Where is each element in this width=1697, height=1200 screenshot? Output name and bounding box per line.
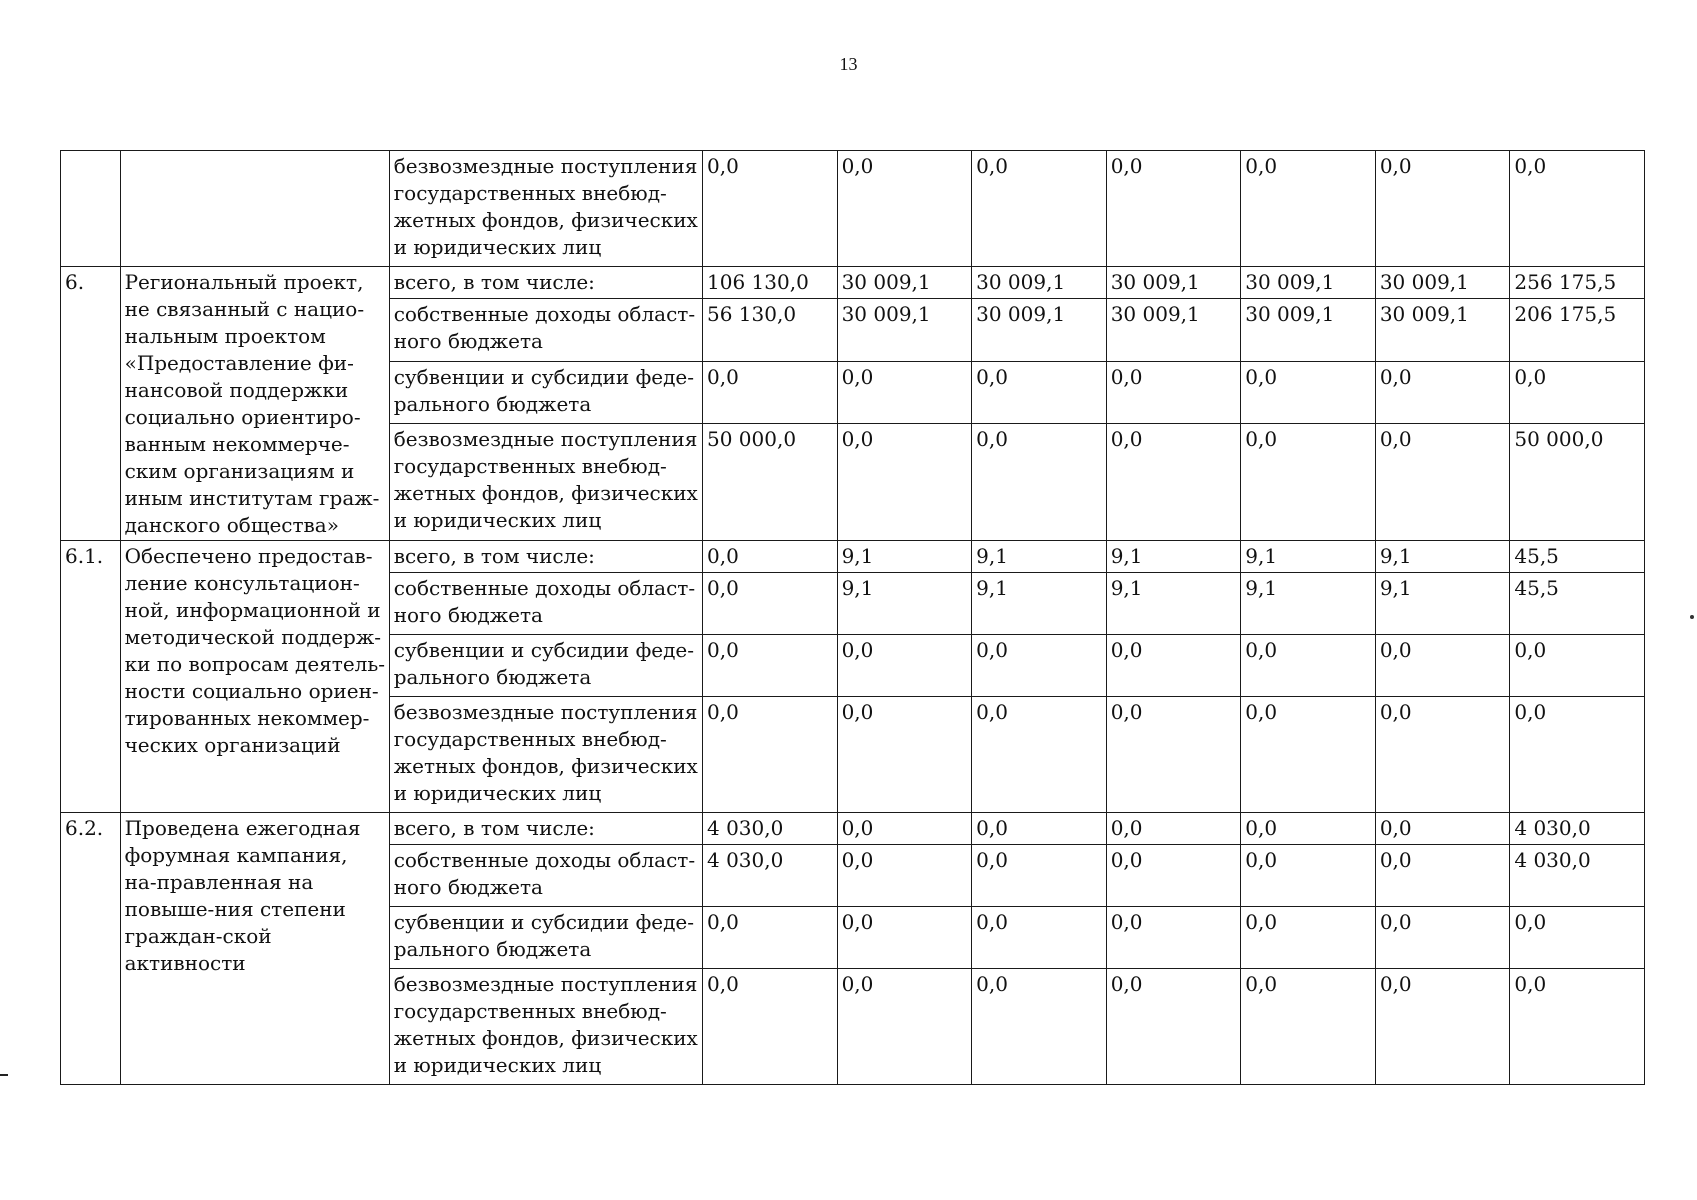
value-cell: 0,0 <box>837 813 972 845</box>
value-cell: 50 000,0 <box>1510 424 1645 541</box>
value-cell: 4 030,0 <box>703 813 838 845</box>
value-cell: 0,0 <box>703 697 838 813</box>
value-cell: 0,0 <box>972 697 1107 813</box>
page-number: 13 <box>839 54 858 74</box>
row-name-cell <box>120 151 389 267</box>
row-number-cell: 6.2. <box>61 813 121 1085</box>
value-cell: 0,0 <box>837 635 972 697</box>
value-cell: 4 030,0 <box>703 845 838 907</box>
value-cell: 30 009,1 <box>1375 299 1510 361</box>
value-cell: 0,0 <box>1241 151 1376 267</box>
value-cell: 0,0 <box>703 635 838 697</box>
funding-source-cell: всего, в том числе: <box>389 267 702 299</box>
value-cell: 50 000,0 <box>703 424 838 541</box>
value-cell: 0,0 <box>703 573 838 635</box>
value-cell: 0,0 <box>703 907 838 969</box>
row-number-cell: 6. <box>61 267 121 541</box>
value-cell: 30 009,1 <box>972 299 1107 361</box>
value-cell: 30 009,1 <box>1241 299 1376 361</box>
value-cell: 0,0 <box>1241 635 1376 697</box>
value-cell: 30 009,1 <box>1106 299 1241 361</box>
value-cell: 0,0 <box>972 845 1107 907</box>
funding-source-cell: безвозмездные поступления государственных внебюд-жетных фондов, физических и юридических лиц <box>389 151 702 267</box>
value-cell: 30 009,1 <box>1375 267 1510 299</box>
row-name-cell: Обеспечено предостав-ление консультацион-ной, информационной и методической поддерж-ки по вопросам деятель-ности социально ориен-тированных некоммер-ческих организаций <box>120 541 389 813</box>
funding-source-cell: безвозмездные поступления государственных внебюд-жетных фондов, физических и юридических лиц <box>389 697 702 813</box>
funding-source-cell: субвенции и субсидии феде-рального бюджета <box>389 907 702 969</box>
funding-source-cell: субвенции и субсидии феде-рального бюджета <box>389 635 702 697</box>
value-cell: 0,0 <box>972 969 1107 1085</box>
value-cell: 0,0 <box>1510 697 1645 813</box>
value-cell: 45,5 <box>1510 541 1645 573</box>
value-cell: 45,5 <box>1510 573 1645 635</box>
row-name-cell: Проведена ежегодная форумная кампания, на-правленная на повыше-ния степени граждан-ской активности <box>120 813 389 1085</box>
funding-source-cell: субвенции и субсидии феде-рального бюджета <box>389 361 702 423</box>
value-cell: 206 175,5 <box>1510 299 1645 361</box>
funding-source-cell: всего, в том числе: <box>389 813 702 845</box>
table-row <box>61 151 1645 267</box>
value-cell: 0,0 <box>1106 845 1241 907</box>
value-cell: 0,0 <box>703 969 838 1085</box>
funding-source-cell: собственные доходы област-ного бюджета <box>389 845 702 907</box>
value-cell: 9,1 <box>1375 573 1510 635</box>
value-cell: 0,0 <box>972 635 1107 697</box>
value-cell: 9,1 <box>1106 573 1241 635</box>
value-cell: 0,0 <box>1241 845 1376 907</box>
budget-table <box>60 150 1645 1085</box>
scan-mark <box>0 1074 8 1076</box>
value-cell: 0,0 <box>1375 635 1510 697</box>
value-cell: 0,0 <box>972 813 1107 845</box>
value-cell: 56 130,0 <box>703 299 838 361</box>
value-cell: 9,1 <box>972 573 1107 635</box>
value-cell: 0,0 <box>1241 697 1376 813</box>
value-cell: 0,0 <box>1375 907 1510 969</box>
value-cell: 0,0 <box>837 907 972 969</box>
value-cell: 0,0 <box>1106 697 1241 813</box>
value-cell: 0,0 <box>1375 969 1510 1085</box>
value-cell: 9,1 <box>972 541 1107 573</box>
value-cell: 0,0 <box>837 151 972 267</box>
table-row <box>61 267 1645 299</box>
value-cell: 0,0 <box>1106 813 1241 845</box>
value-cell: 0,0 <box>1106 635 1241 697</box>
value-cell: 30 009,1 <box>1241 267 1376 299</box>
value-cell: 0,0 <box>703 151 838 267</box>
value-cell: 0,0 <box>1241 907 1376 969</box>
table-row <box>61 541 1645 573</box>
table-row <box>61 813 1645 845</box>
value-cell: 4 030,0 <box>1510 845 1645 907</box>
value-cell: 0,0 <box>1241 813 1376 845</box>
funding-source-cell: собственные доходы област-ного бюджета <box>389 573 702 635</box>
value-cell: 0,0 <box>837 969 972 1085</box>
funding-source-cell: всего, в том числе: <box>389 541 702 573</box>
value-cell: 9,1 <box>837 573 972 635</box>
value-cell: 0,0 <box>837 361 972 423</box>
value-cell: 0,0 <box>1510 635 1645 697</box>
value-cell: 0,0 <box>1375 424 1510 541</box>
value-cell: 0,0 <box>1510 361 1645 423</box>
value-cell: 0,0 <box>972 361 1107 423</box>
scan-mark <box>1690 615 1694 619</box>
table-body <box>61 151 1645 1085</box>
value-cell: 0,0 <box>1106 969 1241 1085</box>
value-cell: 106 130,0 <box>703 267 838 299</box>
row-number-cell <box>61 151 121 267</box>
value-cell: 0,0 <box>1241 361 1376 423</box>
value-cell: 0,0 <box>837 697 972 813</box>
value-cell: 30 009,1 <box>837 299 972 361</box>
value-cell: 0,0 <box>972 424 1107 541</box>
value-cell: 0,0 <box>1106 907 1241 969</box>
value-cell: 0,0 <box>1375 697 1510 813</box>
value-cell: 30 009,1 <box>837 267 972 299</box>
row-name-cell: Региональный проект, не связанный с нацио-нальным проектом «Предоставление фи-нансовой поддержки социально ориентиро-ванным некоммерче-ским организациям и иным институтам граж-данского общества» <box>120 267 389 541</box>
value-cell: 0,0 <box>837 424 972 541</box>
value-cell: 0,0 <box>972 151 1107 267</box>
value-cell: 0,0 <box>1241 969 1376 1085</box>
value-cell: 9,1 <box>1241 573 1376 635</box>
value-cell: 256 175,5 <box>1510 267 1645 299</box>
value-cell: 0,0 <box>1106 361 1241 423</box>
row-number-cell: 6.1. <box>61 541 121 813</box>
value-cell: 0,0 <box>1375 813 1510 845</box>
value-cell: 0,0 <box>1375 151 1510 267</box>
value-cell: 9,1 <box>1375 541 1510 573</box>
value-cell: 0,0 <box>703 541 838 573</box>
value-cell: 0,0 <box>1375 845 1510 907</box>
value-cell: 30 009,1 <box>1106 267 1241 299</box>
funding-source-cell: собственные доходы област-ного бюджета <box>389 299 702 361</box>
funding-source-cell: безвозмездные поступления государственных внебюд-жетных фондов, физических и юридических лиц <box>389 969 702 1085</box>
value-cell: 9,1 <box>837 541 972 573</box>
value-cell: 0,0 <box>1510 969 1645 1085</box>
funding-source-cell: безвозмездные поступления государственных внебюд-жетных фондов, физических и юридических лиц <box>389 424 702 541</box>
value-cell: 9,1 <box>1106 541 1241 573</box>
value-cell: 30 009,1 <box>972 267 1107 299</box>
value-cell: 9,1 <box>1241 541 1376 573</box>
value-cell: 0,0 <box>972 907 1107 969</box>
value-cell: 0,0 <box>1510 151 1645 267</box>
value-cell: 0,0 <box>1510 907 1645 969</box>
value-cell: 0,0 <box>1106 424 1241 541</box>
value-cell: 0,0 <box>1375 361 1510 423</box>
value-cell: 0,0 <box>837 845 972 907</box>
value-cell: 0,0 <box>1241 424 1376 541</box>
value-cell: 0,0 <box>703 361 838 423</box>
value-cell: 4 030,0 <box>1510 813 1645 845</box>
value-cell: 0,0 <box>1106 151 1241 267</box>
